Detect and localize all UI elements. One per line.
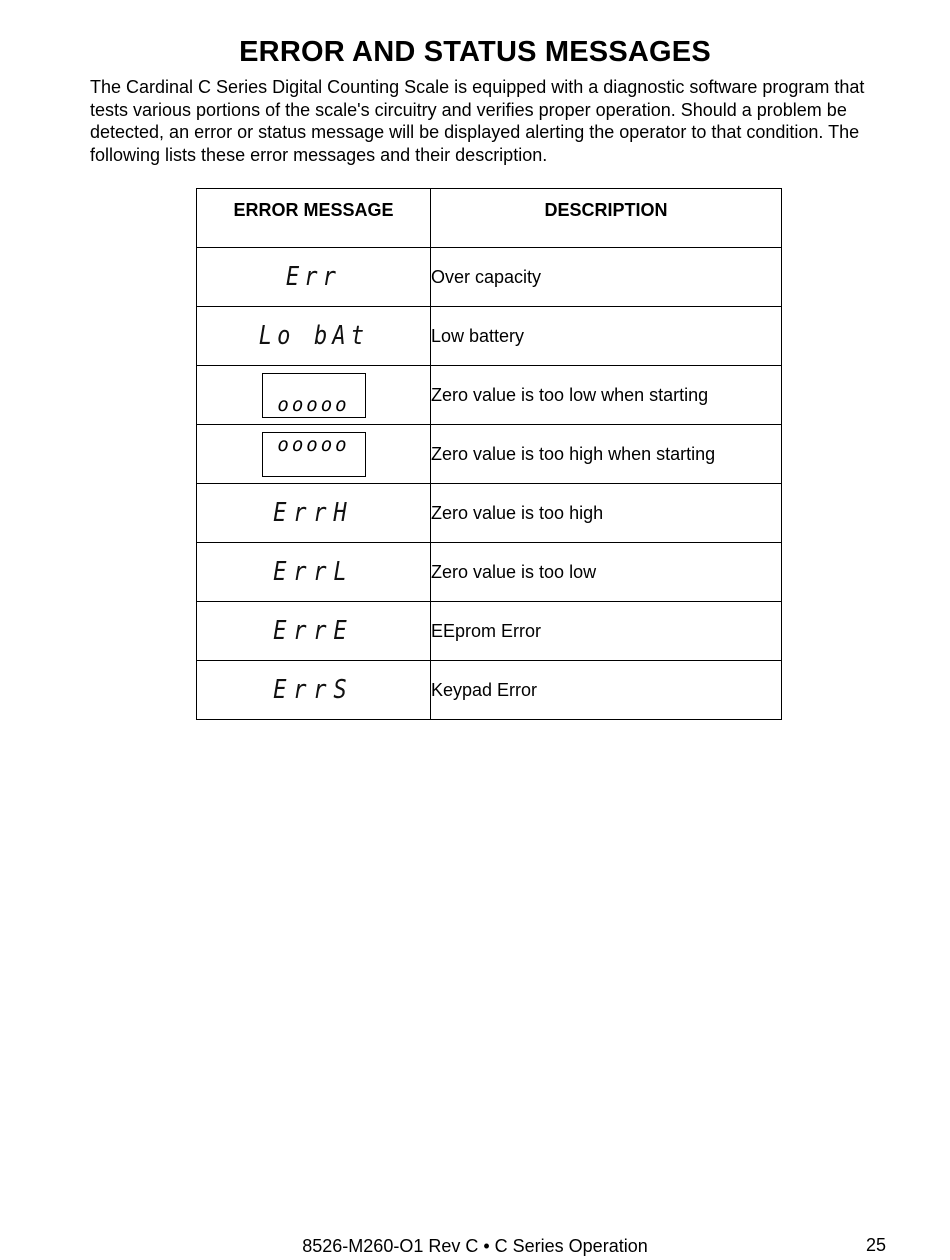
table-header-row — [197, 189, 782, 248]
display-box-zero-low — [262, 373, 366, 418]
description-cell: EEprom Error — [431, 602, 782, 661]
table-row — [197, 366, 782, 425]
description-cell: Low battery — [431, 307, 782, 366]
table-row — [197, 248, 782, 307]
footer-doc-ref: 8526-M260-O1 Rev C • C Series Operation — [302, 1236, 648, 1256]
display-code: Err — [285, 262, 342, 292]
description-cell: Zero value is too low when starting — [431, 366, 782, 425]
table-row — [197, 543, 782, 602]
display-code: ErrH — [273, 498, 354, 528]
table-row — [197, 602, 782, 661]
description-cell: Keypad Error — [431, 661, 782, 720]
page-title: ERROR AND STATUS MESSAGES — [239, 36, 711, 68]
display-code: ErrE — [273, 616, 354, 646]
table-row — [197, 307, 782, 366]
column-header-description: DESCRIPTION — [431, 189, 782, 248]
column-header-error-message: ERROR MESSAGE — [197, 189, 431, 248]
page-number: 25 — [866, 1235, 887, 1255]
description-cell: Zero value is too low — [431, 543, 782, 602]
description-cell: Zero value is too high when starting — [431, 425, 782, 484]
display-code: ErrL — [273, 557, 354, 587]
table-row — [197, 661, 782, 720]
display-code: ErrS — [273, 675, 354, 705]
display-box-zero-high — [262, 432, 366, 477]
table-row — [197, 484, 782, 543]
table-row — [197, 425, 782, 484]
error-message-table — [196, 188, 782, 720]
description-cell: Zero value is too high — [431, 484, 782, 543]
description-cell: Over capacity — [431, 248, 782, 307]
display-code: ooooo — [277, 393, 350, 416]
display-code: Lo bAt — [258, 321, 369, 351]
intro-paragraph: The Cardinal C Series Digital Counting Scale is equipped with a diagnostic software program that tests various portions of the scale's circuitry and verifies proper operation. Should a problem be detected, an error or status message will be displayed alerting the operator to that condition. The following lists these error messages and their description. — [90, 77, 865, 165]
display-code: ooooo — [277, 433, 350, 456]
